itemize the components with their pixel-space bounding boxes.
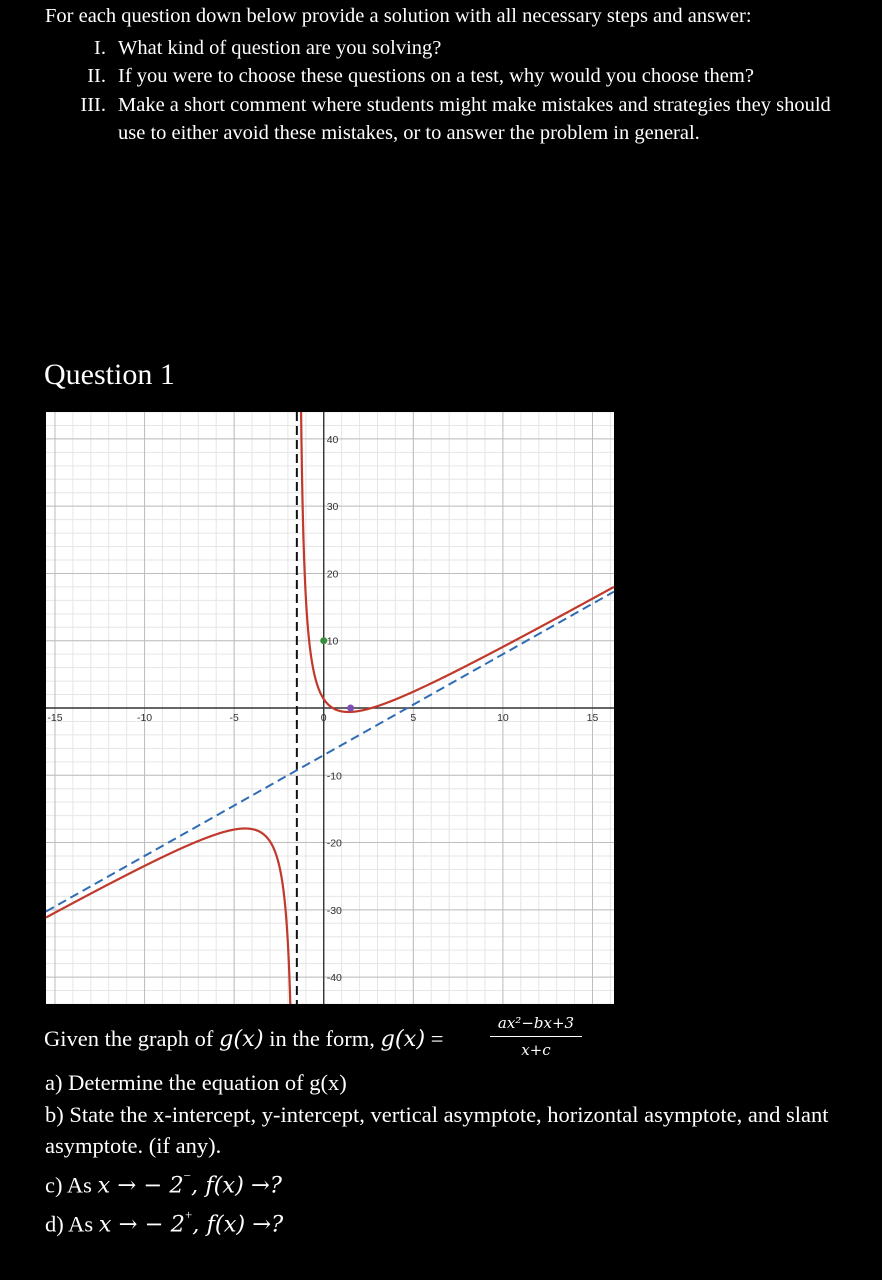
plot-point: [347, 705, 354, 712]
plot-point: [320, 637, 327, 644]
instructions: [45, 2, 845, 148]
x-tick-label: -10: [136, 712, 153, 724]
fraction-denominator: x+c: [521, 1041, 551, 1059]
part-d-suffix: , f(x) →?: [192, 1211, 284, 1238]
part-d-limit: x → − 2: [98, 1211, 185, 1238]
part-c-direction: −: [183, 1168, 192, 1183]
given-function: g(x): [218, 1026, 264, 1052]
part-c-suffix: , f(x) →?: [191, 1172, 282, 1199]
curve-left-branch: [46, 828, 296, 1004]
given-function-2: g(x): [380, 1026, 426, 1052]
x-tick-label: 0: [320, 712, 327, 724]
instruction-list: [45, 34, 845, 148]
x-tick-label: 15: [586, 712, 599, 724]
instructions-text: For each question down below provide a solution with all necessary steps and answer:: [45, 5, 752, 27]
part-b: b) State the x-intercept, y-intercept, vertical asymptote, horizontal asymptote, and slant asymptote. (if any).: [45, 1101, 829, 1158]
given-equals: =: [425, 1026, 444, 1051]
instruction-item: [45, 62, 845, 91]
x-tick-label: 10: [497, 712, 509, 724]
y-tick-label: -30: [326, 904, 342, 917]
part-c-limit: x → − 2: [97, 1172, 184, 1199]
question-parts: [45, 1067, 845, 1162]
y-tick-label: 30: [326, 501, 339, 514]
part-a: a) Determine the equation of g(x): [45, 1070, 347, 1095]
y-tick-label: 40: [326, 433, 339, 446]
rational-fraction: [490, 1012, 582, 1060]
item-text: If you were to choose these questions on a test, why would you choose them?: [118, 65, 754, 87]
instruction-item: [45, 91, 845, 148]
given-prefix: Given the graph of: [44, 1026, 219, 1051]
function-graph: [46, 412, 614, 1004]
y-tick-label: -40: [326, 972, 342, 985]
part-d-direction: +: [184, 1207, 193, 1222]
part-d-prefix: d) As: [45, 1211, 99, 1237]
part-d: [45, 1207, 284, 1238]
item-text: What kind of question are you solving?: [118, 36, 442, 59]
x-tick-label: -5: [229, 712, 239, 724]
item-number: II.: [87, 65, 106, 87]
y-tick-label: 20: [326, 568, 339, 581]
fraction-bar: [490, 1036, 582, 1037]
question-title: Question 1: [44, 358, 175, 391]
y-tick-label: -10: [326, 770, 342, 783]
given-line: [44, 1026, 443, 1060]
tick-labels: [47, 434, 598, 984]
x-tick-label: 5: [410, 712, 417, 724]
curve-right-branch: [297, 412, 614, 712]
graph-svg: [46, 412, 614, 1004]
item-number: I.: [94, 36, 106, 59]
item-number: III.: [80, 93, 106, 116]
part-c: [45, 1168, 282, 1199]
instruction-item: [45, 34, 845, 63]
item-text: Make a short comment where students might make mistakes and strategies they should use to either avoid these mistakes, or to answer the problem in general.: [118, 93, 831, 144]
given-mid: in the form,: [263, 1026, 381, 1051]
part-c-prefix: c) As: [45, 1172, 98, 1198]
fraction-numerator: ax²−bx+3: [497, 1014, 575, 1032]
x-tick-label: -15: [47, 712, 63, 724]
y-tick-label: -20: [326, 837, 342, 850]
y-tick-label: 10: [326, 635, 339, 648]
